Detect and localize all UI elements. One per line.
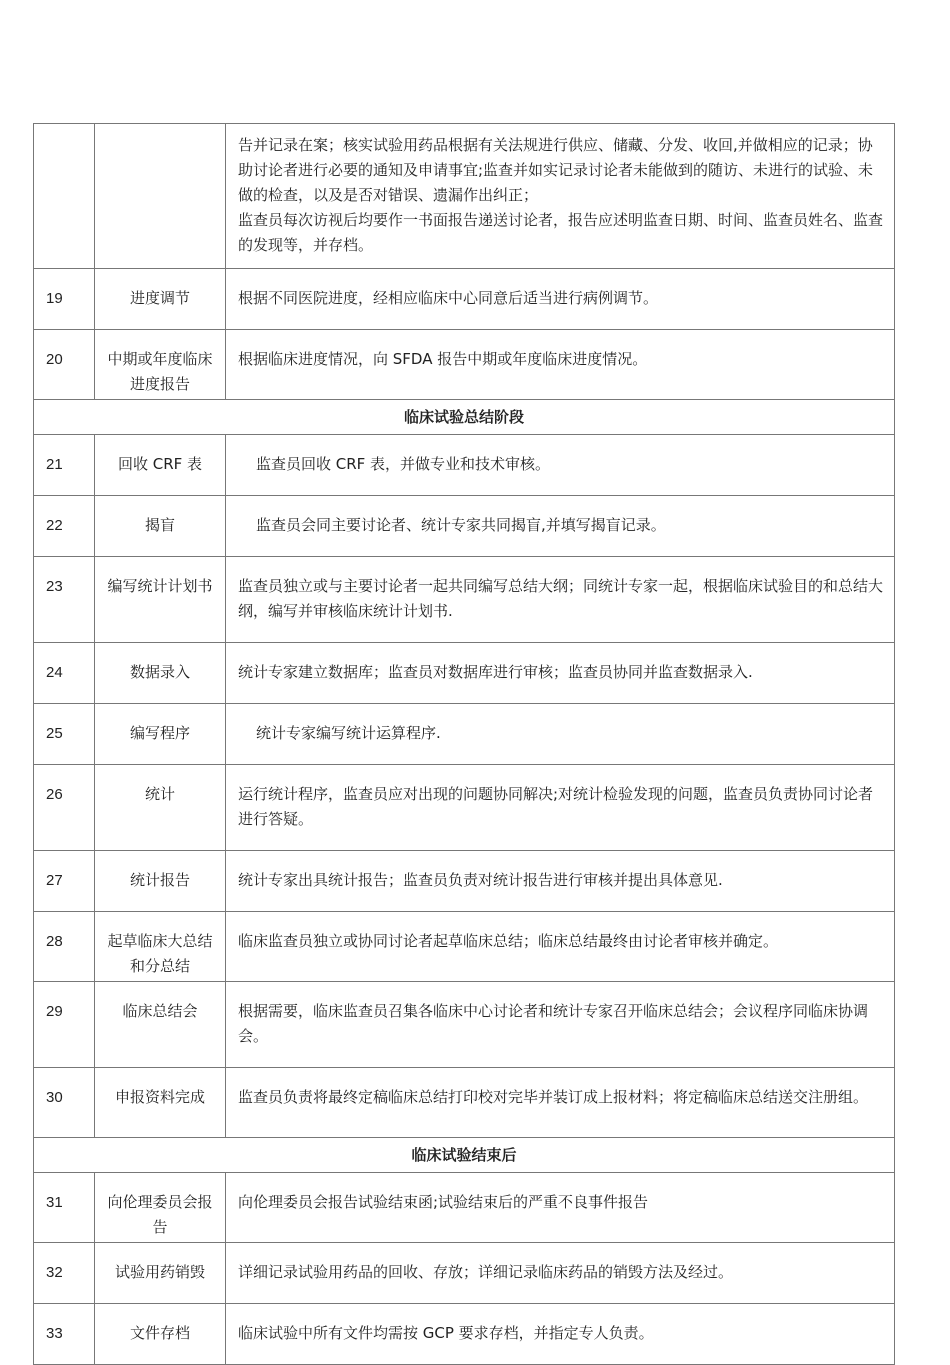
table-row (34, 851, 895, 912)
step-name (95, 643, 226, 704)
step-name-text: 申报资料完成 (114, 1088, 205, 1106)
step-name-text: 试验用药销毁 (114, 1263, 205, 1281)
description-paragraph: 告并记录在案；核实试验用药品根据有关法规进行供应、储藏、分发、收回,并做相应的记录；协助讨论者进行必要的通知及申请事宜;监查并如实记录讨论者未能做到的随访、未进行的试验、未做的检查，以及是否对错误、遗漏作出纠正； (238, 136, 874, 204)
procedure-table-body (34, 124, 895, 1365)
step-description-text: 监查员会同主要讨论者、统计专家共同揭盲,并填写揭盲记录。 (256, 516, 666, 534)
step-description-text: 统计专家出具统计报告；监查员负责对统计报告进行审核并提出具体意见. (238, 871, 723, 889)
row-number-text: 28 (46, 933, 63, 950)
row-number (34, 765, 95, 851)
row-number-text: 24 (46, 664, 63, 681)
step-description (226, 912, 895, 982)
step-description (226, 982, 895, 1068)
step-description-text: 监查员负责将最终定稿临床总结打印校对完毕并装订成上报材料；将定稿临床总结送交注册组。 (238, 1088, 869, 1106)
table-row (34, 982, 895, 1068)
step-name (95, 435, 226, 496)
step-description (226, 557, 895, 643)
table-row (34, 1304, 895, 1365)
row-number (34, 643, 95, 704)
step-name (95, 1304, 226, 1365)
step-name-text: 起草临床大总结和分总结 (107, 932, 213, 975)
row-number-text: 33 (46, 1325, 63, 1342)
step-name-text: 数据录入 (129, 663, 190, 681)
section-header-row (34, 1138, 895, 1173)
row-number (34, 1304, 95, 1365)
table-row (34, 330, 895, 400)
step-name-text: 编写统计计划书 (107, 577, 213, 595)
step-name-text: 文件存档 (129, 1324, 190, 1342)
step-name-text: 编写程序 (129, 724, 190, 742)
section-title: 临床试验结束后 (34, 1138, 895, 1173)
table-row-continued (34, 124, 895, 269)
step-description (226, 269, 895, 330)
row-number-text: 31 (46, 1194, 63, 1211)
step-description (226, 1304, 895, 1365)
table-row (34, 435, 895, 496)
table-row (34, 557, 895, 643)
step-description-text: 详细记录试验用药品的回收、存放；详细记录临床药品的销毁方法及经过。 (238, 1263, 734, 1281)
row-number-text: 19 (46, 290, 63, 307)
procedure-table (33, 123, 895, 1365)
section-title: 临床试验总结阶段 (34, 400, 895, 435)
row-number-text: 30 (46, 1089, 63, 1106)
step-name-text: 统计 (144, 785, 175, 803)
step-name-text: 中期或年度临床进度报告 (107, 350, 213, 393)
row-number-text: 22 (46, 517, 63, 534)
step-description-text: 监查员独立或与主要讨论者一起共同编写总结大纲；同统计专家一起，根据临床试验目的和总结大纲，编写并审核临床统计计划书. (238, 577, 884, 620)
step-description (226, 496, 895, 557)
description-paragraph: 监查员每次访视后均要作一书面报告递送讨论者，报告应述明监查日期、时间、监查员姓名、监查的发现等，并存档。 (238, 211, 884, 254)
step-name (95, 1243, 226, 1304)
step-description-text: 运行统计程序，监查员应对出现的问题协同解决;对统计检验发现的问题，监查员负责协同讨论者进行答疑。 (238, 785, 874, 828)
step-description-text: 根据不同医院进度，经相应临床中心同意后适当进行病例调节。 (238, 289, 659, 307)
row-number (34, 704, 95, 765)
table-row (34, 765, 895, 851)
row-number (34, 851, 95, 912)
step-description-text: 向伦理委员会报告试验结束函;试验结束后的严重不良事件报告 (238, 1193, 649, 1211)
table-row (34, 1173, 895, 1243)
row-number (34, 982, 95, 1068)
step-description (226, 765, 895, 851)
step-name (95, 765, 226, 851)
step-name-cell (95, 124, 226, 269)
row-number-text: 23 (46, 578, 63, 595)
step-description-text: 统计专家编写统计运算程序. (256, 724, 441, 742)
step-name (95, 557, 226, 643)
row-number (34, 1243, 95, 1304)
row-number-text: 21 (46, 456, 63, 473)
row-number-text: 20 (46, 351, 63, 368)
description-cell (226, 124, 895, 269)
step-description-text: 临床试验中所有文件均需按 GCP 要求存档，并指定专人负责。 (238, 1324, 654, 1342)
step-description (226, 851, 895, 912)
step-name-text: 进度调节 (129, 289, 190, 307)
table-row (34, 1068, 895, 1138)
table-row (34, 912, 895, 982)
step-name (95, 982, 226, 1068)
step-name (95, 330, 226, 400)
row-number-text: 32 (46, 1264, 63, 1281)
row-number (34, 435, 95, 496)
step-description (226, 435, 895, 496)
step-name (95, 912, 226, 982)
step-name (95, 704, 226, 765)
step-description (226, 643, 895, 704)
row-number (34, 557, 95, 643)
step-name (95, 269, 226, 330)
step-name (95, 851, 226, 912)
step-name-text: 向伦理委员会报告 (107, 1193, 213, 1236)
row-number (34, 1068, 95, 1138)
row-number (34, 330, 95, 400)
step-description (226, 330, 895, 400)
step-name (95, 1173, 226, 1243)
row-number (34, 269, 95, 330)
step-name (95, 496, 226, 557)
row-number (34, 912, 95, 982)
step-name-text: 统计报告 (129, 871, 190, 889)
step-name-text: 临床总结会 (122, 1002, 198, 1020)
row-number-text: 27 (46, 872, 63, 889)
step-name (95, 1068, 226, 1138)
step-description-text: 根据需要，临床监查员召集各临床中心讨论者和统计专家召开临床总结会；会议程序同临床协调会。 (238, 1002, 869, 1045)
table-row (34, 1243, 895, 1304)
step-description-text: 临床监查员独立或协同讨论者起草临床总结；临床总结最终由讨论者审核并确定。 (238, 932, 779, 950)
step-description-text: 统计专家建立数据库；监查员对数据库进行审核；监查员协同并监查数据录入. (238, 663, 753, 681)
row-number-text: 26 (46, 786, 63, 803)
row-number-text: 29 (46, 1003, 63, 1020)
step-name-text: 回收 CRF 表 (117, 455, 203, 473)
step-description (226, 704, 895, 765)
row-number-text: 25 (46, 725, 63, 742)
step-description-text: 根据临床进度情况，向 SFDA 报告中期或年度临床进度情况。 (238, 350, 648, 368)
row-number (34, 496, 95, 557)
step-description-text: 监查员回收 CRF 表，并做专业和技术审核。 (256, 455, 551, 473)
step-description (226, 1173, 895, 1243)
row-number-cell (34, 124, 95, 269)
table-row (34, 704, 895, 765)
section-header-row (34, 400, 895, 435)
step-description (226, 1068, 895, 1138)
step-description (226, 1243, 895, 1304)
step-name-text: 揭盲 (144, 516, 175, 534)
table-row (34, 496, 895, 557)
table-row (34, 643, 895, 704)
table-row (34, 269, 895, 330)
row-number (34, 1173, 95, 1243)
